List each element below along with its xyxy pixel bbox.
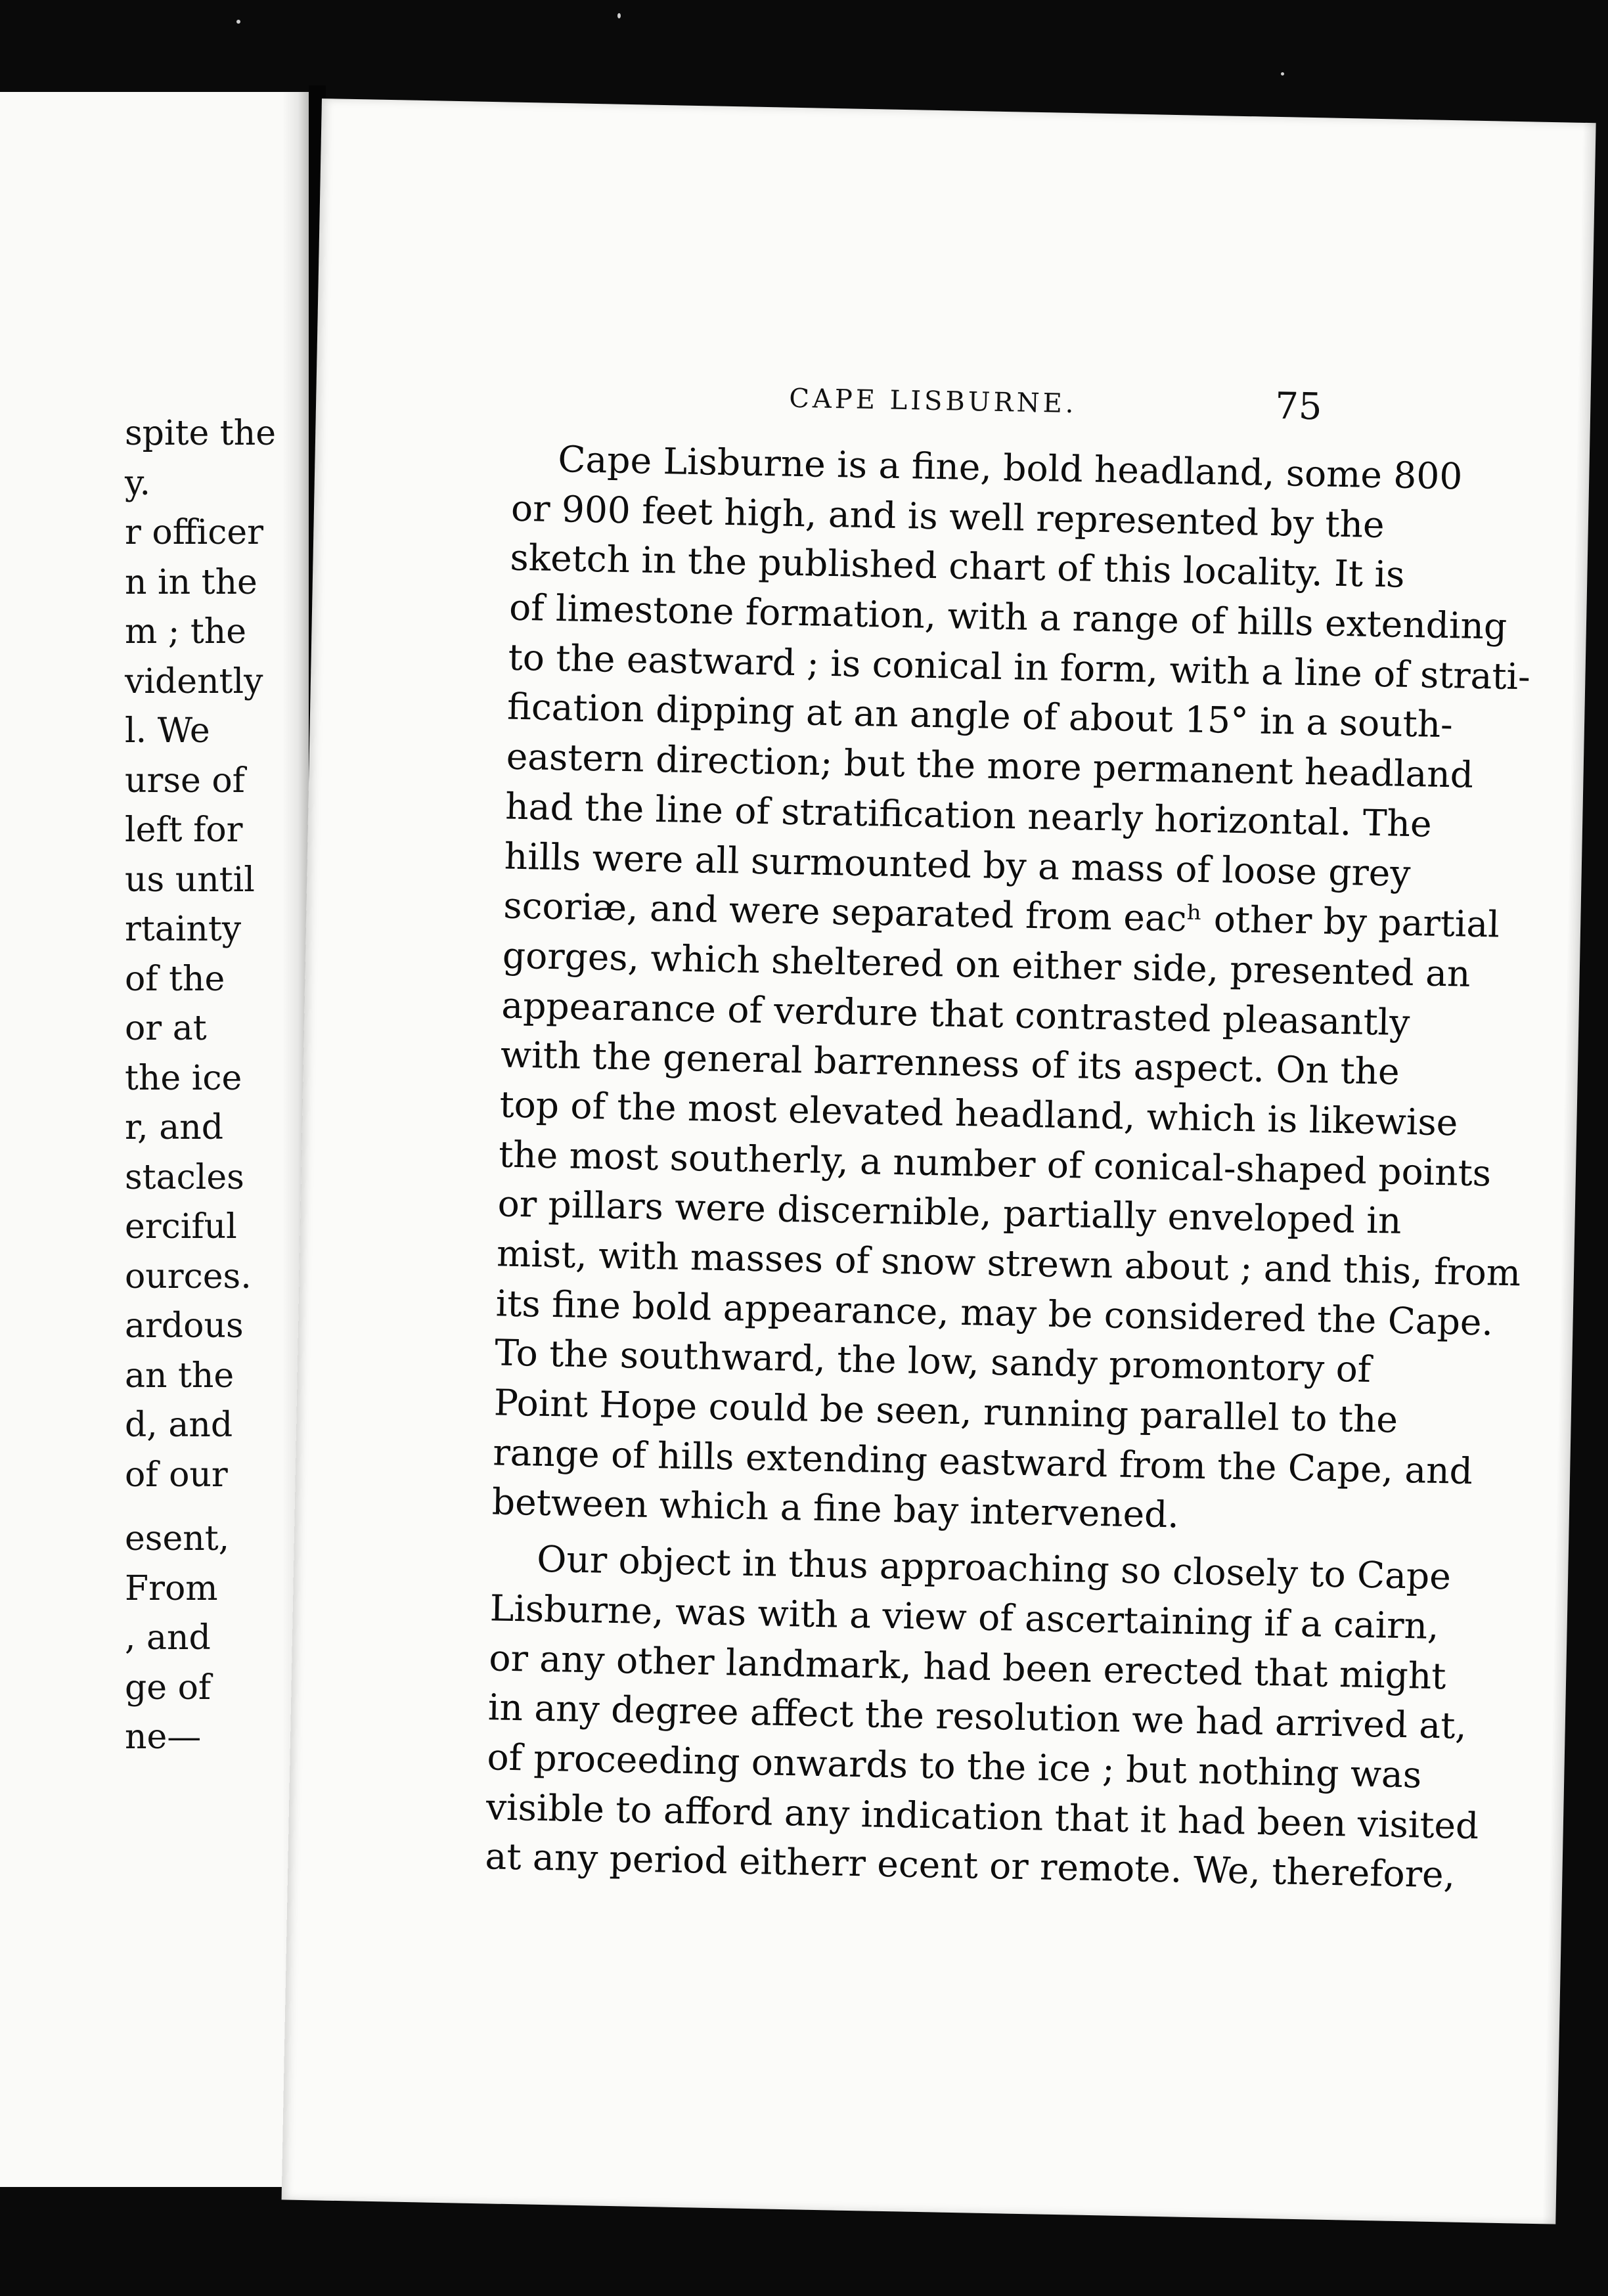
- previous-page-line: , and: [125, 1618, 211, 1658]
- previous-page-fragment: [0, 92, 309, 2187]
- text-line: top of the most elevated headland, which is likewise: [499, 1083, 1458, 1144]
- text-line: Point Hope could be seen, running parallel to the: [493, 1381, 1398, 1441]
- text-line: to the eastward ; is conical in form, with a line of strati-: [508, 636, 1531, 698]
- text-line: range of hills extending eastward from the Cape, and: [492, 1431, 1473, 1492]
- current-page: [282, 99, 1596, 2224]
- text-line: of limestone formation, with a range of hills extending: [508, 586, 1508, 648]
- text-line: Lisburne, was with a view of ascertaining if a cairn,: [489, 1587, 1440, 1647]
- previous-page-line: ources.: [125, 1256, 252, 1296]
- previous-page-line: left for: [125, 810, 243, 850]
- previous-page-line: y.: [125, 463, 150, 503]
- previous-page-line: From: [125, 1568, 218, 1608]
- previous-page-line: vidently: [125, 661, 263, 701]
- previous-page-line: m ; the: [125, 612, 247, 651]
- previous-page-line: r, and: [125, 1108, 223, 1147]
- text-line: with the general barrenness of its aspect. On the: [500, 1033, 1400, 1093]
- previous-page-line: n in the: [125, 562, 257, 602]
- text-line: Cape Lisburne is a fine, bold headland, some 800: [557, 438, 1463, 498]
- text-line: scoriæ, and were separated from eacʰ other by partial: [502, 884, 1500, 946]
- text-line: fication dipping at an angle of about 15° in a south-: [506, 686, 1454, 746]
- previous-page-line: us until: [125, 860, 255, 900]
- scan-speck: [617, 13, 621, 18]
- running-head-title: CAPE LISBURNE.: [788, 383, 1077, 420]
- previous-page-line: l. We: [125, 711, 210, 751]
- previous-page-line: an the: [125, 1356, 234, 1396]
- text-line: eastern direction; but the more permanent headland: [506, 735, 1474, 796]
- text-line: sketch in the published chart of this locality. It is: [510, 537, 1405, 596]
- text-line: gorges, which sheltered on either side, presented an: [502, 934, 1471, 995]
- running-head: [316, 374, 1591, 445]
- text-line: or pillars were discernible, partially enveloped in: [497, 1182, 1402, 1243]
- previous-page-line: ne—: [125, 1717, 202, 1757]
- previous-page-line: r officer: [125, 513, 264, 552]
- text-line: of proceeding onwards to the ice ; but nothing was: [486, 1736, 1422, 1796]
- previous-page-line: the ice: [125, 1058, 242, 1098]
- text-line: or 900 feet high, and is well represented by the: [510, 487, 1385, 546]
- previous-page-line: d, and: [125, 1405, 233, 1445]
- previous-page-line: stacles: [125, 1157, 244, 1197]
- previous-page-line: ardous: [125, 1306, 244, 1346]
- previous-page-line: ge of: [125, 1667, 212, 1708]
- body-text: [485, 434, 1531, 1898]
- text-line: mist, with masses of snow strewn about ; and this, from: [496, 1232, 1521, 1294]
- previous-page-line: of the: [125, 959, 225, 999]
- text-line: between which a fine bay intervened.: [491, 1480, 1180, 1536]
- text-line: the most southerly, a number of conical-shaped points: [498, 1133, 1492, 1195]
- text-line: Our object in thus approaching so closely to Cape: [536, 1537, 1452, 1598]
- previous-page-line: of our: [125, 1455, 228, 1495]
- text-line: in any degree affect the resolution we had arrived at,: [487, 1686, 1467, 1748]
- text-line: To the southward, the low, sandy promontory of: [494, 1331, 1372, 1391]
- text-line: visible to afford any indication that it had been visited: [485, 1785, 1479, 1847]
- text-line: at any period eitherr ecent or remote. We, therefore,: [485, 1835, 1456, 1896]
- text-line: or any other landmark, had been erected that might: [488, 1636, 1447, 1697]
- previous-page-line: urse of: [125, 761, 245, 801]
- text-line: appearance of verdure that contrasted pleasantly: [501, 984, 1410, 1044]
- text-line: had the line of stratification nearly horizontal. The: [504, 785, 1433, 845]
- text-line: its fine bold appearance, may be considered the Cape.: [495, 1282, 1494, 1344]
- previous-page-line: spite the: [125, 414, 276, 453]
- previous-page-line: or at: [125, 1009, 207, 1048]
- scan-speck: [236, 20, 240, 24]
- scan-speck: [1281, 72, 1284, 76]
- previous-page-line: rtainty: [125, 910, 242, 949]
- text-line: hills were all surmounted by a mass of loose grey: [504, 835, 1412, 894]
- previous-page-line: esent,: [125, 1519, 230, 1558]
- page-number: 75: [1274, 384, 1323, 429]
- previous-page-line: erciful: [125, 1207, 237, 1247]
